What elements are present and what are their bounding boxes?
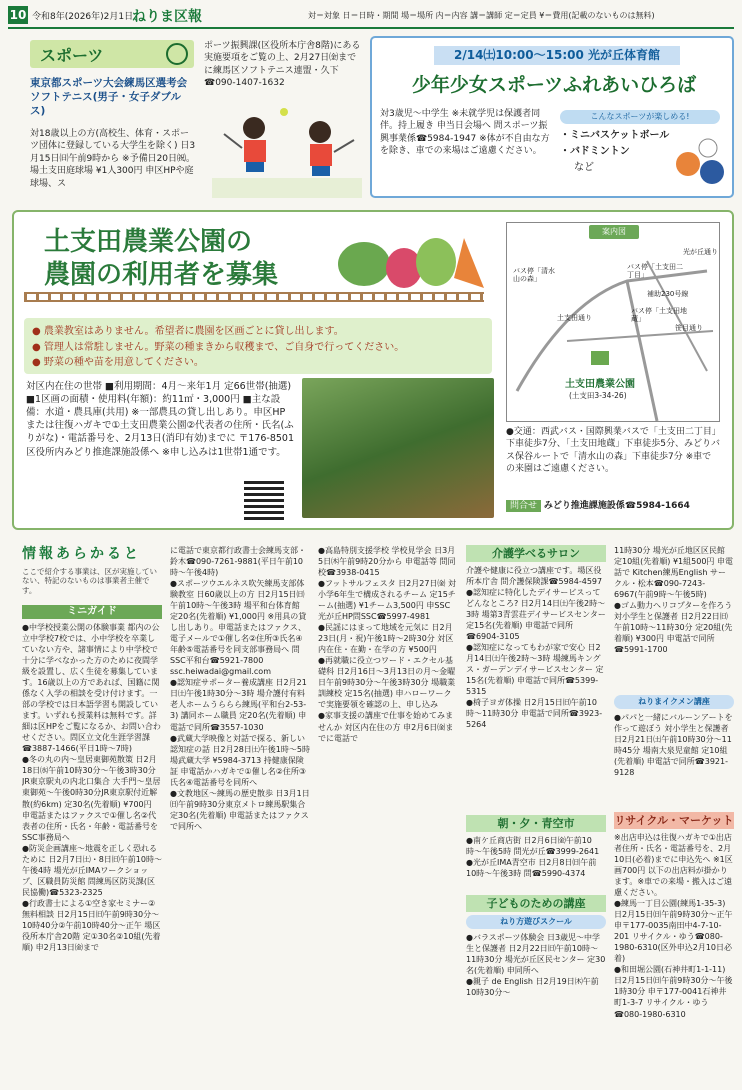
- map-heading: 案内図: [589, 225, 639, 239]
- map-park-address: (土支田3-34-26): [569, 391, 627, 400]
- sports-event-box: [370, 36, 734, 198]
- info-column-2: に電話で東京都行政書士会練馬支部・鈴木☎090-7261-9881(平日午前10時〜午後4時) ●スポーツウエルネス吹矢練馬支部体験教室 日60歳以上の方 日2月15日㈰午前10時〜午後3時 場平和台体育館 定20名(先着順) ¥1,000円 ※用具の貸し出しあり。申電話またはファクス、電子メールで①催し名②住所③氏名④年齢⑤電話番号を同支部事務局へ 問SSC平和台☎5921-7800 ssc.heiwadai@gmail.com ●認知症サポーター養成講座 日2月21日㈯午後1時30分〜3時 場介護付有料老人ホームうららら練馬(平和台2-53-3) 講同ホーム職員 定20名(先着順) 申電話で同所☎3557-1030 ●武蔵大学映像と対話で探る、新しい認知症の話 日2月28日㈯午後1時〜5時 場武蔵大学 ¥5984-3713 持健康保険証 申電話かハガキで①催し名②住所③氏名④電話番号を同所へ ●文教地区〜練馬の歴史散歩 日3月1日㈰午前9時30分東京メトロ練馬駅集合 定30名(先着順) 申電話またはファクスで同所へ: [170, 546, 310, 831]
- mini-guide-heading: ミニガイド: [22, 605, 162, 619]
- recycle-body: ※出店申込は往復ハガキで①出店者住所・氏名・電話番号を、2月10日(必着)までに申込先へ ※1区画700円 以下の出店料が掛かります。※車での来場・搬入はご遠慮ください。 ●練馬一丁目公園(練馬1-35-3) 日2月15日㈰午前9時30分〜正午 申〒177-0035南田中4-7-10-201 リサイクル・ゆう☎080-1980-6310(区外申込2月10日必着) ●和田堀公園(石神井町1-1-11) 日2月15日㈰午前9時30分〜午後1時30分 申〒177-0041石神井町1-3-7 リサイクル・ゆう☎080-1980-6310: [614, 833, 733, 1019]
- map-label-road: 土支田通り: [557, 314, 592, 322]
- markets-body: ●南ケ丘商店街 日2月6日㈮午前10時〜午後5時 問光が丘☎3999-2641 ●光が丘IMA青空市 日2月8日㈰午前10時〜午後3時 問☎5990-4374: [466, 836, 600, 879]
- kids-body: ●バラスポーツ体験会 日3歳児〜中学生と保護者 日2月22日㈰午前10時〜11時30分 場光が丘区民センター 定30名(先着順) 申同所へ ●親子 de English 日2月19日㈭午前10時30分〜: [466, 933, 606, 998]
- event-date: 2/14㈯10:00〜15:00 光が丘体育館: [434, 46, 680, 65]
- care-salon-heading: 介護学べるサロン: [466, 545, 606, 562]
- info-column-1: ●中学校授業公開の体験事業 都内の公立中学校7校では、小中学校を卒業していない方や、諸事情により中学校で十分に学べなかった方のために夜間学級を設置し、広く生徒を募集しています。16歳以上の方であれば、国籍に関係なく入学の相談を受け付けます。一部の学校では日本語学習も開設しています。いずれも授業料は無料です。詳細は区HPをご覧になるか、お問い合わせください。問区立文化生涯学習課☎3887-1466(平日1時〜7時) ●冬の丸の内〜皇居東御苑散策 日2月18日㈬午前10時30分〜午後3時30分 JR東京駅丸の内北口集合 大手門〜皇居東御苑〜午後0時30分JR東京駅付近解散(約6km) 定30名(先着順) ¥700円 申電話またはファクスで①催し名②代表者の住所・氏名・年齢・電話番号をSSC事務局へ ●防災企画講座〜地震を正しく恐れるために 日2月7日㈯・8日㈰午前10時〜午後4時 場光が丘IMAワークショップ、区職員防災館 問練馬区防災課(区民協働)☎5323-2325 ●行政書士による①空き家セミナー②無料相談 日2月15日㈰午前9時30分〜10時40分②午前10時40分〜正午 場区役所本庁舎20階 定①30名②10組(先着順) 申2月13日㈮まで: [22, 623, 162, 952]
- sports-body: 対18歳以上の方(高校生、体育・スポーツ団体に登録している大学生を除く) 日3月15日㈰午前9時から ※予備日20日㈷。場土支田庭球場 ¥1人300円 申区HPや庭球場、ス: [30, 129, 196, 189]
- qr-code[interactable]: [244, 480, 284, 520]
- map-label-bus-stop: バス停「清水山の森」: [513, 267, 555, 284]
- event-list-heading: こんなスポーツが楽しめる!: [560, 110, 720, 124]
- event-sport-item: など: [574, 162, 594, 173]
- event-sport-item: ・バドミントン: [560, 146, 630, 157]
- farm-title: [44, 226, 278, 291]
- tennis-racket-icon: [166, 43, 188, 65]
- farm-note: ● 野菜の種や苗を用意してください。: [32, 357, 204, 368]
- map-park-name: 土支田農業公園: [565, 379, 635, 390]
- farm-recruitment-panel: [12, 210, 734, 530]
- event-sport-list: [560, 128, 669, 176]
- info-subheading: ここで紹介する事業は、区が実施していない、特記のないものは事業者主催です。: [22, 567, 157, 595]
- farm-note: ● 農業教室はありません。希望者に農園を区画ごとに貸し出します。: [32, 326, 344, 337]
- markets-heading: 朝・夕・青空市: [466, 815, 606, 832]
- map-label-bus-stop: バス停「土支田二丁目」: [627, 263, 683, 280]
- info-column-5-top: 11時30分 場光が丘地区区民館 定10組(先着順) ¥1組500円 申電話で Kitchen練馬English サークル・松本☎090-7243-6967(午前9時〜午後5時) ●ゴム動力ヘリコプターを作ろう 対小学生と保護者 日2月22日㈰午前10時〜11時30分 定20組(先着順) ¥300円 申電話で同所☎5991-1700: [614, 546, 733, 655]
- ikumen-body: ●パパと一緒にバルーンアートを作って遊ぼう 対小学生と保護者 日2月21日㈯午前10時30分〜11時45分 場南大泉児童館 定10組(先着順) 申電話で同所☎3921-9128: [614, 713, 733, 778]
- info-column-3: ●高島特別支援学校 学校見学会 日3月5日㈭午前9時20分から 申電話等 問同校☎3938-0415 ●フットサルフェスタ 日2月27日㈮ 対小学6年生で構成されるチーム 定15チーム(抽選) ¥1チーム3,500円 申SSC光が丘HP問SSC☎5997-4981 ●民謡にはまって地域を元気に 日2月23日(月・祝)午後1時〜2時30分 対区内在住・在勤・在学の方 ¥500円 ●再就職に役立つワード・エクセル基礎科 日2月16日〜3月13日の月〜金曜日午前9時30分〜午後3時30分 場職業訓練校 定15名(抽選) 申ハローワークで実施要領を確認の上、申し込み ●家事支援の講座で仕事を始めてみませんか 対区内在住の方 申2月6日㈮までに電話で: [318, 546, 456, 743]
- info-column-5: [614, 545, 734, 1032]
- header-rule: [8, 27, 734, 29]
- farm-notes: [32, 324, 404, 371]
- event-body: 対3歳児〜中学生 ※未就学児は保護者同伴。持上履き 申当日会場へ 問スポーツ振興事業係☎5984-1947 ※体が不自由な方を除き、車での来場はご遠慮ください。: [380, 109, 550, 157]
- info-heading: 情報あらかると: [22, 546, 141, 562]
- farm-body: 対区内在住の世帯 ■利用期間：4月〜来年1月 定66世帯(抽選) ■1区画の面積・使用料(年額)：約11㎡・3,000円 ■主な設備：水道・農具庫(共用) ※一部農具の貸し出しあり。申区HPまたは往復ハガキで①土支田農業公園②代表者の住所・氏名(ふりがな)・電話番号を、2月13日(消印有効)までに 〒176-8501区役所内みどり推進課施設係へ ※申し込みは1世帯1通です。: [26, 381, 294, 458]
- vegetables-illustration: [334, 218, 494, 292]
- map-label-road: 補助230号線: [647, 290, 689, 298]
- access-info: ●交通：西武バス・国際興業バスで「土支田二丁目」下車徒歩7分、「土支田地蔵」下車徒歩5分、みどりバス保谷ルートで「清水山の森」下車徒歩7分 ※車での来園はご遠慮ください。: [506, 427, 720, 475]
- sports-heading: スポーツ: [40, 46, 104, 65]
- kids-heading: 子どものための講座: [466, 895, 606, 912]
- issue-date: 令和8年(2026年)2月1日: [32, 12, 134, 22]
- sports-title: 東京都スポーツ大会練馬区選考会 ソフトテニス(男子・女子ダブルス): [30, 77, 188, 118]
- kids-subheading: ねり方遊びスクール: [466, 915, 606, 929]
- sports-heading-box: [30, 40, 194, 68]
- map-label-road: 光が丘通り: [683, 248, 718, 256]
- map-label-bus-stop: バス停「土支田地蔵」: [631, 307, 687, 324]
- farm-title-line1: 土支田農業公園の: [44, 227, 253, 257]
- page-header: [8, 6, 734, 26]
- recycle-heading: リサイクル・マーケット: [614, 814, 734, 827]
- page-number: 10: [9, 8, 27, 22]
- sports-balls-icon: [672, 134, 728, 190]
- sports-body-cont: ポーツ振興課(区役所本庁舎8階)にある実施要項をご覧の上、2月27日㈮までに練馬区ソフトテニス連盟・久下 ☎090-1407-1632: [204, 41, 361, 89]
- tennis-players-illustration: [212, 100, 362, 200]
- contact-info: みどり推進課施設係☎5984-1664: [543, 501, 690, 511]
- event-sport-item: ・ミニバスケットボール: [560, 130, 670, 141]
- contact-label: 問合せ: [506, 500, 541, 512]
- ikumen-heading: ねりまイクメン講座: [614, 695, 734, 709]
- access-map: [506, 222, 720, 422]
- fence-decoration: [24, 292, 484, 302]
- info-column-4: [466, 545, 606, 1062]
- newsletter-logo: ねりま区報: [132, 9, 202, 25]
- farm-note: ● 管理人は常駐しません。野菜の種まきから収穫まで、ご自身で行ってください。: [32, 341, 405, 353]
- farm-title-line2: 農園の利用者を募集: [44, 259, 279, 290]
- farm-notes-box: [24, 318, 492, 374]
- map-label-road: 笹目通り: [675, 324, 703, 332]
- symbol-legend: 対＝対象 日＝日時・期間 場＝場所 内＝内容 講＝講師 定＝定員 ¥＝費用(記載のないものは無料): [308, 11, 655, 20]
- farm-contact: [506, 498, 720, 514]
- vegetable-basket-photo: [302, 378, 494, 518]
- event-title: 少年少女スポーツふれあいひろば: [411, 74, 697, 96]
- care-salon-body: 介護や健康に役立つ講座です。場区役所本庁舎 問介護保険課☎5984-4597 ●認知症に特化したデイサービスってどんなところ? 日2月14日㈯午後2時〜3時 場第3青雲荘デイサービスセンター 定15名(先着順) 申電話で同所☎6904-3105 ●認知症になってもわが家で安心 日2月14日㈯午後2時〜3時 場練馬キングス・ガーデンデイサービスセンター 定15名(先着順) 申電話で同所☎5399-5315 ●椅子ヨガ体操 日2月15日㈰午前10時〜11時30分 申電話で同所☎3923-5264: [466, 566, 606, 730]
